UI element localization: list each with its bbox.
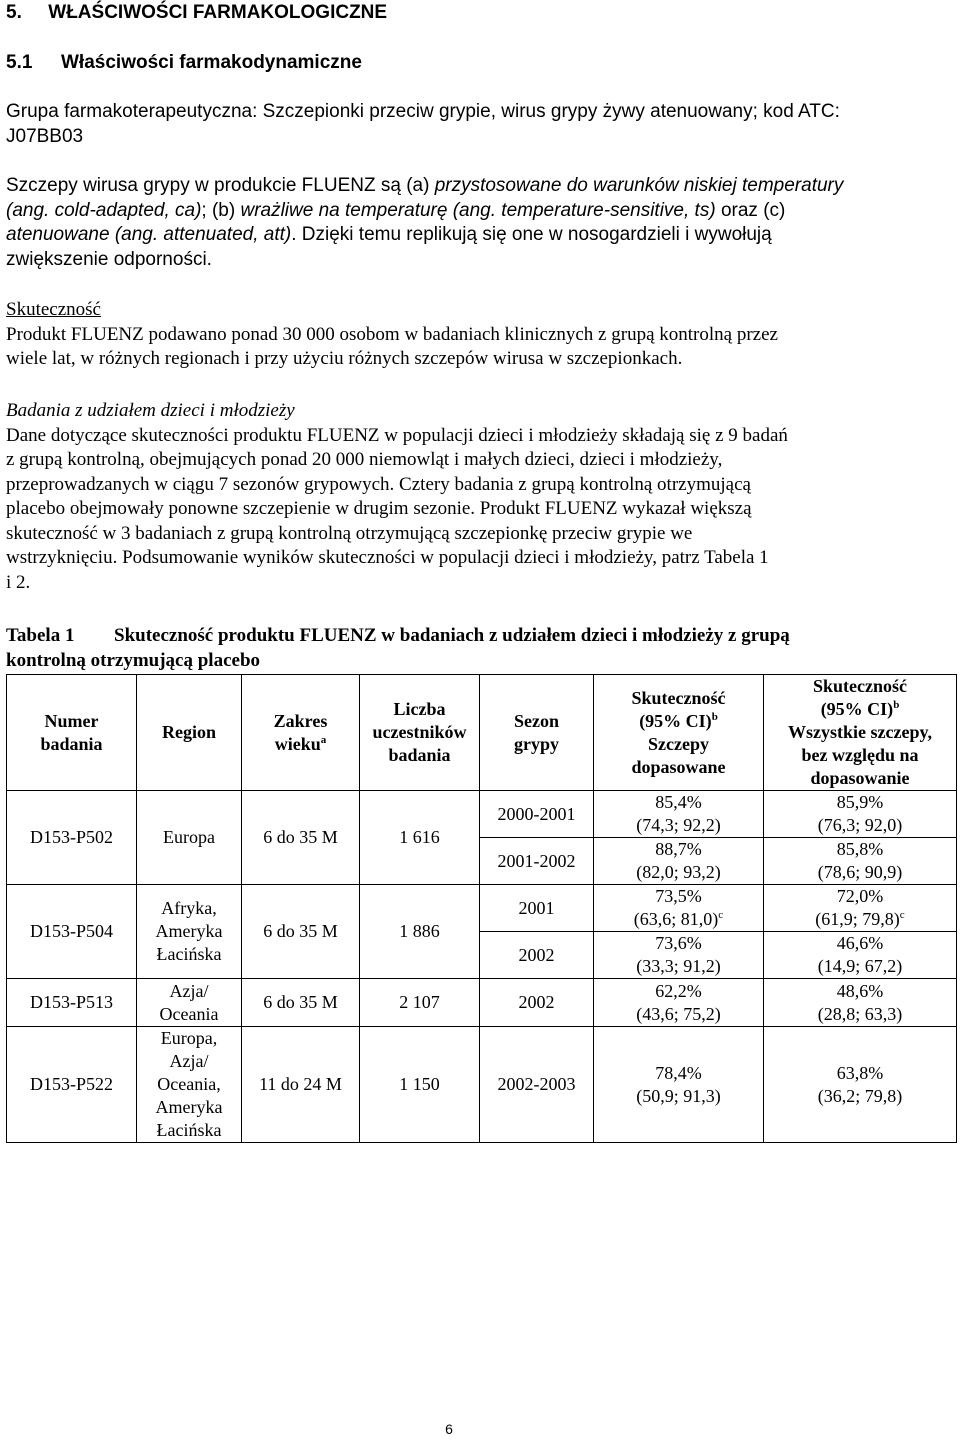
table-caption: Tabela 1 Skuteczność produktu FLUENZ w badaniach z udziałem dzieci i młodzieży z grupą kontrolną otrzymującą placebo (6, 625, 790, 671)
table-row (7, 979, 957, 1027)
cell-participants: 1 886 (360, 885, 480, 979)
cell-season: 2002 (480, 932, 594, 979)
cell-season: 2000-2001 (480, 791, 594, 838)
cell-region: Europa (137, 791, 242, 885)
cell-age: 6 do 35 M (242, 979, 360, 1027)
cell-study: D153-P504 (7, 885, 137, 979)
page-number: 6 (445, 1421, 453, 1437)
subsection-heading (6, 51, 362, 76)
subsection-title: Właściwości farmakodynamiczne (61, 52, 362, 73)
group-line-1: Grupa farmakoterapeutyczna: Szczepionki przeciw grypie, wirus grypy żywy atenuowany; kod ATC: (6, 101, 840, 122)
header-age: Zakres wieku$^a$ (242, 675, 360, 791)
cell-efficacy-matched: 62,2% (43,6; 75,2) (594, 979, 764, 1027)
efficacy-heading: Skuteczność (6, 299, 101, 320)
strains-paragraph: Szczepy wirusa grypy w produkcie FLUENZ są (a) przystosowane do warunków niskiej temperatury (ang. cold-adapted, ca); (b) wrażliwe na temperaturę (ang. temperature-sensitive, ts) oraz (c) atenuowane (ang. attenuated, att). Dzięki temu replikują się one w nosogardzieli i wywołują zwiększenie odporności. (6, 175, 844, 270)
header-season: Sezon grypy (480, 675, 594, 791)
cell-age: 6 do 35 M (242, 885, 360, 979)
header-region: Region (137, 675, 242, 791)
table-row (7, 1027, 957, 1143)
cell-participants: 1 616 (360, 791, 480, 885)
header-study: Numer badania (7, 675, 137, 791)
subsection-number: 5.1 (6, 52, 33, 73)
cell-participants: 1 150 (360, 1027, 480, 1143)
cell-region: Afryka, Ameryka Łacińska (137, 885, 242, 979)
table-label: Tabela 1 (6, 625, 75, 646)
cell-efficacy-all: 48,6% (28,8; 63,3) (764, 979, 957, 1027)
cell-efficacy-all: 63,8% (36,2; 79,8) (764, 1027, 957, 1143)
section-number: 5. (6, 2, 22, 23)
cell-study: D153-P522 (7, 1027, 137, 1143)
cell-efficacy-all: 85,9% (76,3; 92,0) (764, 791, 957, 838)
cell-participants: 2 107 (360, 979, 480, 1027)
efficacy-section: Skuteczność Produkt FLUENZ podawano ponad 30 000 osobom w badaniach klinicznych z grupą kontrolną przez wiele lat, w różnych regionach i przy użyciu różnych szczepów wirusa w szczepionkach. (6, 298, 950, 372)
cell-season: 2002 (480, 979, 594, 1027)
efficacy-table (6, 674, 957, 1143)
cell-efficacy-all: 72,0% (61,9; 79,8)$^c$ (764, 885, 957, 932)
table-header-row (7, 675, 957, 791)
cell-season: 2001-2002 (480, 838, 594, 885)
cell-efficacy-all: 85,8% (78,6; 90,9) (764, 838, 957, 885)
header-efficacy-all: Skuteczność (95% CI)$^b$ Wszystkie szczepy, bez względu na dopasowanie (764, 675, 957, 791)
children-heading: Badania z udziałem dzieci i młodzieży (6, 400, 295, 421)
cell-efficacy-matched: 73,5% (63,6; 81,0)$^c$ (594, 885, 764, 932)
header-participants: Liczba uczestników badania (360, 675, 480, 791)
table-row (7, 885, 957, 932)
cell-season: 2001 (480, 885, 594, 932)
cell-efficacy-matched: 73,6% (33,3; 91,2) (594, 932, 764, 979)
header-efficacy-matched: Skuteczność (95% CI)$^b$ Szczepy dopasowane (594, 675, 764, 791)
cell-efficacy-matched: 85,4% (74,3; 92,2) (594, 791, 764, 838)
cell-study: D153-P513 (7, 979, 137, 1027)
section-title: WŁAŚCIWOŚCI FARMAKOLOGICZNE (48, 2, 388, 23)
cell-efficacy-matched: 88,7% (82,0; 93,2) (594, 838, 764, 885)
cell-region: Europa, Azja/ Oceania, Ameryka Łacińska (137, 1027, 242, 1143)
cell-age: 11 do 24 M (242, 1027, 360, 1143)
pharmacotherapeutic-group (6, 100, 950, 149)
cell-study: D153-P502 (7, 791, 137, 885)
group-line-2: J07BB03 (6, 125, 84, 147)
cell-efficacy-all: 46,6% (14,9; 67,2) (764, 932, 957, 979)
cell-age: 6 do 35 M (242, 791, 360, 885)
section-heading (6, 1, 387, 26)
children-studies-section: Badania z udziałem dzieci i młodzieży Dane dotyczące skuteczności produktu FLUENZ w populacji dzieci i młodzieży składają się z 9 badań z grupą kontrolną, obejmujących ponad 20 000 niemowląt i małych dzieci, dzieci i młodzieży, przeprowadzanych w ciągu 7 sezonów grypowych. Cztery badania z grupą kontrolną otrzymującą placebo obejmowały ponowne szczepienie w drugim sezonie. Produkt FLUENZ wykazał większą skuteczność w 3 badaniach z grupą kontrolną otrzymującą szczepionkę przeciw grypie we wstrzyknięciu. Podsumowanie wyników skuteczności w populacji dzieci i młodzieży, patrz Tabela 1 i 2. (6, 399, 950, 595)
cell-season: 2002-2003 (480, 1027, 594, 1143)
cell-region: Azja/ Oceania (137, 979, 242, 1027)
table-row (7, 791, 957, 838)
cell-efficacy-matched: 78,4% (50,9; 91,3) (594, 1027, 764, 1143)
